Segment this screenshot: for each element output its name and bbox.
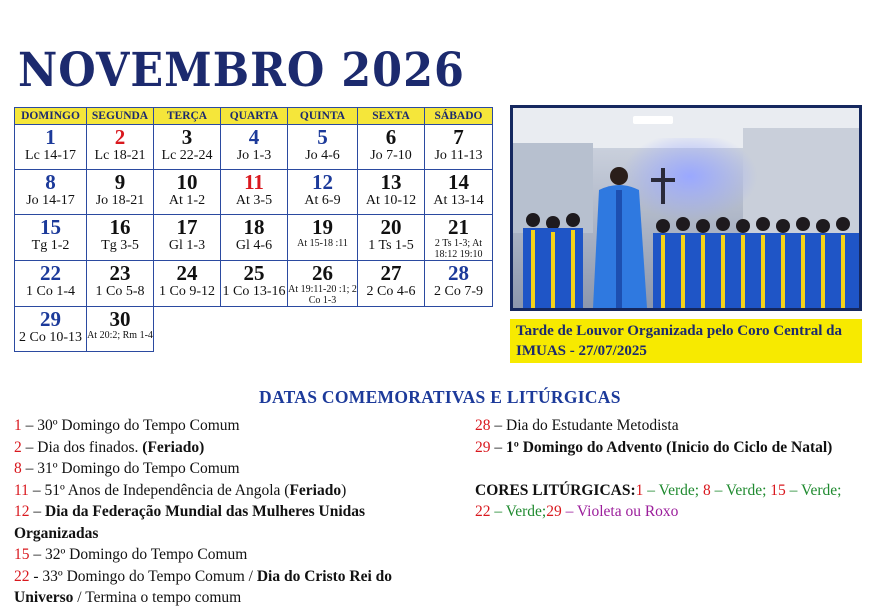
date-number: 11 [14,481,29,499]
day-cell [15,261,87,307]
right-dates-list [475,415,860,523]
date-number: 8 [14,460,22,477]
choir-photo [510,105,862,311]
day-number: 5 [317,125,328,149]
calendar-week-row [15,215,493,261]
date-text: – Dia do Estudante Metodista [490,417,679,434]
date-entry [14,480,409,502]
day-cell [221,125,288,170]
calendar-week-row [15,170,493,215]
day-number: 15 [40,215,61,239]
date-text: – 30º Domingo do Tempo Comum [21,417,240,434]
liturgical-color-part: – Verde; [490,503,547,520]
day-number: 20 [380,215,402,239]
date-text: Dia da Federação Mundial das Mulheres Unidas Organizadas [14,503,366,542]
date-number: 2 [14,438,22,456]
day-number: 27 [380,261,402,285]
date-number: 1 [14,417,22,434]
bible-reading: 2 Co 7-9 [434,284,483,299]
day-number: 22 [40,261,61,285]
date-number: 28 [475,417,491,434]
liturgical-colors-label: CORES LITÚRGICAS: [475,481,636,499]
left-dates-list [14,415,409,609]
date-entry [14,544,409,566]
weekday-header-row [15,108,493,125]
page-title: NOVEMBRO 2026 [18,44,465,98]
day-number: 13 [380,170,402,194]
day-number: 24 [176,261,198,285]
day-number: 11 [244,170,264,194]
calendar-body [15,125,493,352]
calendar-week-row [15,125,493,170]
spacer [475,458,860,480]
date-text: Dia do Cristo Rei do Universo [14,567,393,606]
day-number: 12 [312,170,333,194]
liturgical-color-part: 22 [475,503,491,520]
bible-reading: Tg 1-2 [31,238,70,253]
date-entry [14,501,409,544]
date-text: – 51º Anos de Independência de Angola ( [28,481,290,499]
date-text: - 33º Domingo do Tempo Comum / [29,567,257,585]
day-cell [87,125,154,170]
date-entry [14,566,409,609]
bible-reading: 1 Co 1-4 [26,284,75,299]
day-cell [87,307,154,352]
day-cell [288,170,358,215]
day-cell [288,261,358,307]
day-number: 18 [243,215,265,239]
day-cell [154,170,221,215]
day-number: 19 [312,215,333,239]
date-number: 15 [14,546,30,563]
liturgical-colors [475,480,860,523]
calendar-week-row [15,261,493,307]
day-cell [425,125,493,170]
date-number: 22 [14,567,30,585]
weekday-header: TERÇA [154,108,221,125]
day-cell [425,261,493,307]
bible-reading: Lc 14-17 [25,148,76,163]
liturgical-color-part: 15 [770,481,786,499]
bible-reading: Jo 1-3 [236,148,272,163]
day-cell [358,261,425,307]
bible-reading: 2 Ts 1-3; At 18:12 19:10 [434,238,483,260]
day-cell [221,215,288,261]
weekday-header: SEXTA [358,108,425,125]
day-number: 9 [114,170,126,194]
day-number: 8 [45,170,56,194]
day-number: 28 [448,261,469,285]
day-number: 17 [176,215,198,239]
date-text: – 31º Domingo do Tempo Comum [21,460,240,477]
day-cell [288,215,358,261]
day-number: 23 [109,261,131,285]
weekday-header: SEGUNDA [87,108,154,125]
bible-reading: At 1-2 [168,193,206,208]
day-number: 30 [109,307,131,331]
liturgical-color-part: – Verde; [643,481,703,499]
weekday-header: DOMINGO [15,108,87,125]
day-number: 7 [453,125,464,149]
day-number: 1 [45,125,56,149]
choir-photo-image [513,108,859,308]
day-number: 25 [243,261,265,285]
bible-reading: Jo 11-13 [434,148,483,163]
date-text: – [490,438,506,456]
day-cell [87,215,154,261]
day-cell [425,215,493,261]
weekday-header: SÁBADO [425,108,493,125]
day-cell [425,170,493,215]
date-entry [475,437,860,459]
day-cell [15,125,87,170]
day-cell [221,170,288,215]
bible-reading: At 3-5 [235,193,273,208]
weekday-header: QUARTA [221,108,288,125]
bible-reading: Jo 14-17 [26,193,75,208]
liturgical-color-part: – Verde; [710,481,767,499]
day-cell [87,261,154,307]
bible-reading: At 13-14 [433,193,484,208]
weekday-header: QUINTA [288,108,358,125]
calendar-week-row [15,307,493,352]
date-number: 29 [475,438,491,456]
bible-reading: 1 Co 13-16 [222,284,286,299]
bible-reading: Lc 18-21 [94,148,146,163]
bible-reading: Lc 22-24 [161,148,213,163]
day-number: 6 [385,125,397,149]
day-number: 16 [109,215,131,239]
date-entry [14,415,409,437]
calendar-grid [14,107,493,352]
day-cell [221,261,288,307]
day-number: 10 [176,170,198,194]
section-title: DATAS COMEMORATIVAS E LITÚRGICAS [259,387,621,407]
bible-reading: Tg 3-5 [101,238,139,253]
day-cell [154,125,221,170]
day-number: 14 [448,170,469,194]
date-text: (Feriado) [142,438,205,456]
date-entry [14,437,409,459]
bible-reading: At 6-9 [304,193,341,208]
empty-day-cell [288,307,358,352]
date-text: Feriado [289,481,342,499]
date-number: 12 [14,503,30,520]
liturgical-color-part: 8 [702,481,711,499]
date-text: – Dia dos finados. [21,438,143,456]
bible-reading: 1 Co 9-12 [159,284,215,299]
liturgical-color-part: 1 [635,481,644,499]
liturgical-color-part: – Violeta ou Roxo [561,503,679,520]
day-cell [154,261,221,307]
date-text: – [29,503,45,520]
bible-reading: Gl 1-3 [168,238,206,253]
bible-reading: At 10-12 [365,193,417,208]
day-cell [87,170,154,215]
bible-reading: Jo 18-21 [95,193,145,208]
bible-reading: At 20:2; Rm 1-4 [87,330,153,341]
empty-day-cell [425,307,493,352]
day-number: 26 [312,261,333,285]
bible-reading: 2 Co 10-13 [19,330,82,345]
day-cell [15,170,87,215]
bible-reading: At 19:11-20 :1; 2 Co 1-3 [288,284,357,306]
liturgical-color-part: 29 [546,503,562,520]
bible-reading: Jo 7-10 [370,148,412,163]
date-entry [475,415,860,437]
day-number: 3 [181,125,193,149]
date-text: 1º Domingo do Advento (Inicio do Ciclo de Natal) [506,438,833,456]
date-text: ) [341,481,347,499]
bible-reading: Jo 4-6 [305,148,340,163]
bible-reading: 2 Co 4-6 [366,284,416,299]
day-cell [358,170,425,215]
empty-day-cell [358,307,425,352]
bible-reading: Gl 4-6 [235,238,273,253]
day-cell [154,215,221,261]
day-number: 4 [248,125,260,149]
day-cell [358,215,425,261]
bible-reading: 1 Co 5-8 [95,284,145,299]
date-entry [14,458,409,480]
day-number: 29 [40,307,61,331]
photo-caption: Tarde de Louvor Organizada pelo Coro Central da IMUAS - 27/07/2025 [510,319,862,363]
day-cell [15,307,87,352]
day-cell [15,215,87,261]
liturgical-color-part: – Verde; [785,481,842,499]
day-number: 21 [448,215,469,239]
bible-reading: 1 Ts 1-5 [368,238,414,253]
empty-day-cell [221,307,288,352]
date-text: – 32º Domingo do Tempo Comum [29,546,248,563]
empty-day-cell [154,307,221,352]
bible-reading: At 15-18 :11 [297,238,348,249]
day-cell [358,125,425,170]
date-text: / Termina o tempo comum [73,589,242,606]
day-number: 2 [114,125,126,149]
day-cell [288,125,358,170]
